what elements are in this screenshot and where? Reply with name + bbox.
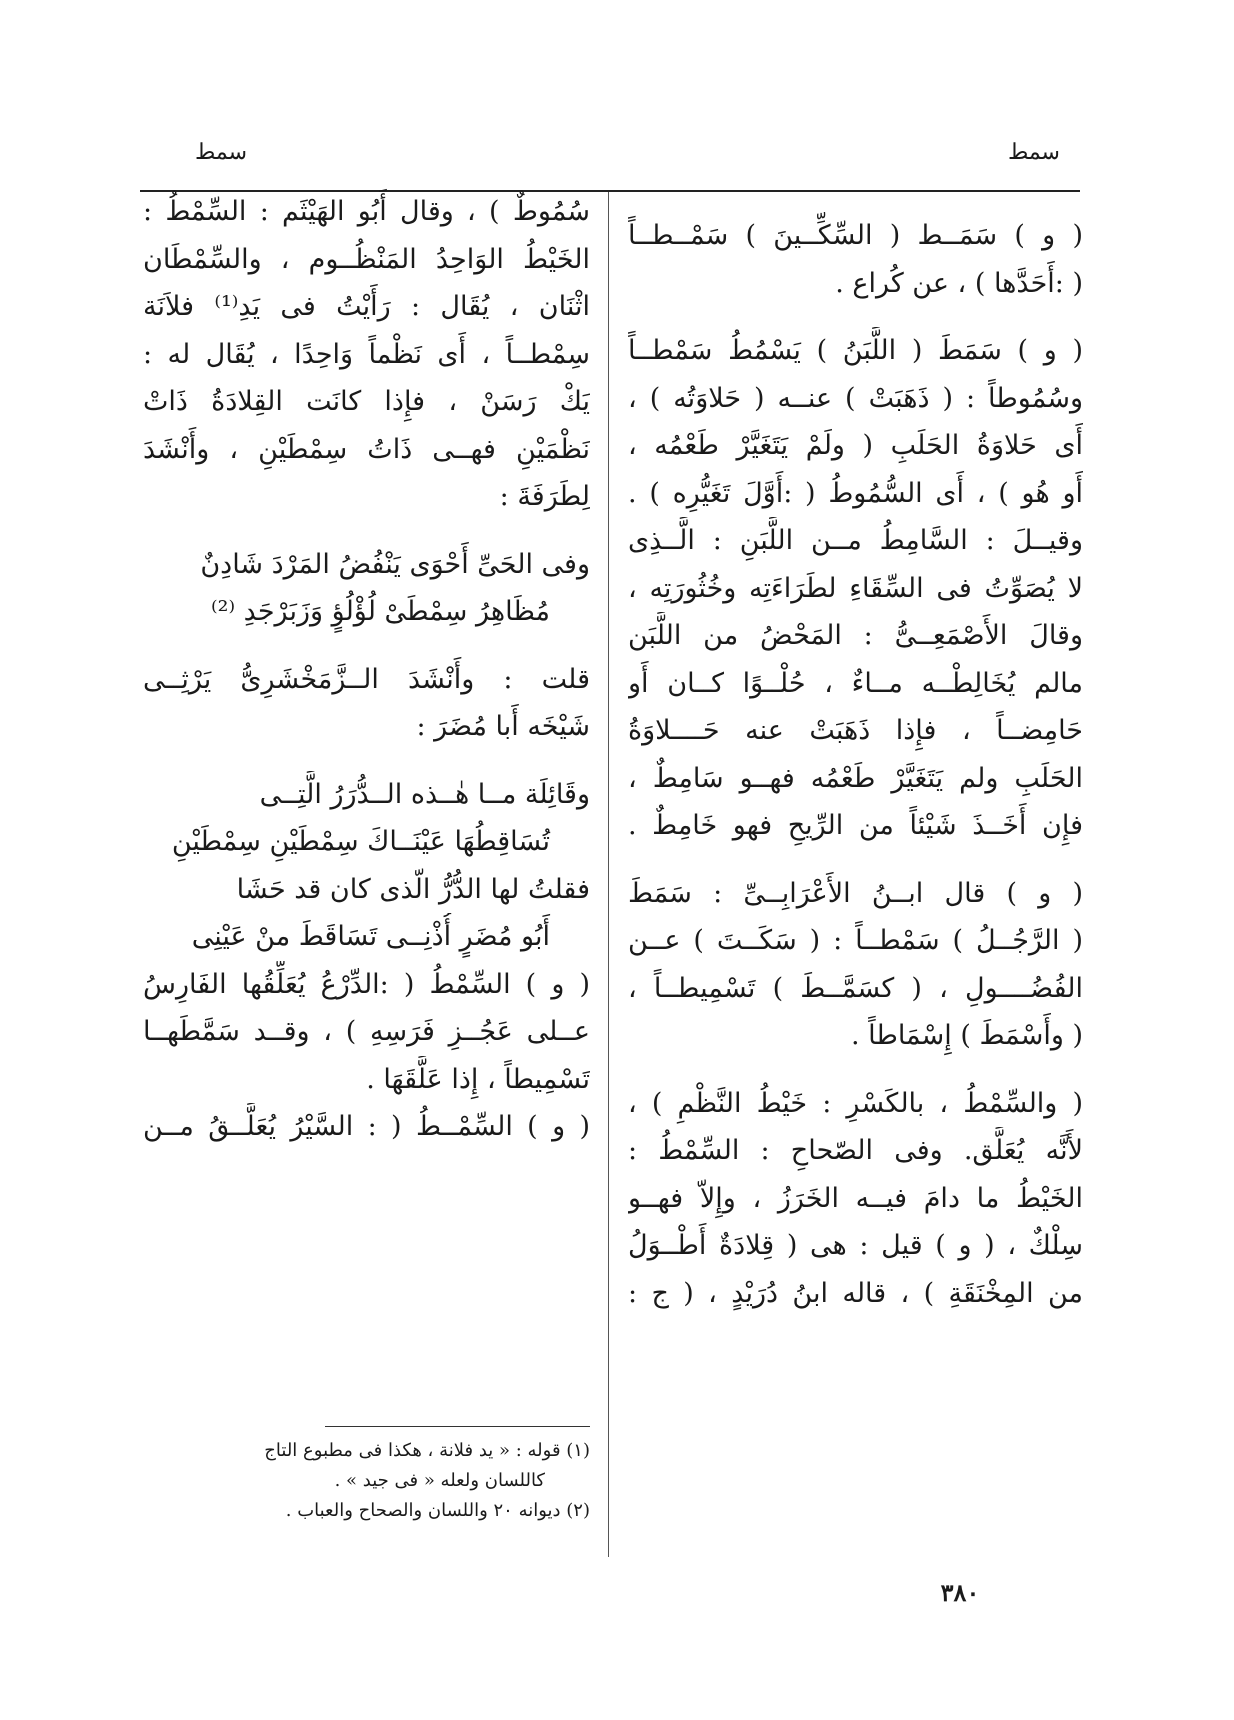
- text-line: من المِخْنَقَةِ ) ، قاله ابنُ دُرَيْدٍ ، ( ج :: [628, 1277, 1083, 1309]
- text-line: ( و ) سَمَــط ( السِّكِّــينَ ) سَمْــطــاً: [628, 220, 1083, 251]
- text-line: ( :أَحَدَّها ) ، عن كُراع .: [835, 267, 1083, 299]
- verse-line: تُسَاقِطُهَا عَيْنَــاكَ سِمْطَيْنِ سِمْطَيْنِ: [171, 826, 550, 857]
- text-line: اثْنَان ، يُقَال : رَأَيْتُ فى يَدِ⁽¹⁾ فلاَنَة: [143, 291, 590, 322]
- paragraph-gap: [143, 521, 590, 541]
- text-line: أَى حَلاوَةُ الحَلَبِ ( ولَمْ يَتَغَيَّرْ طَعْمُه ،: [628, 430, 1083, 461]
- paragraph-gap: [628, 1060, 1083, 1080]
- text-line: حَامِضــاً ، فإِذا ذَهَبَتْ عنه حَــــلاوَةُ: [628, 715, 1083, 746]
- text-line: الفُضُــــولِ ، ( كسَمَّــطَ ) تَسْمِيطــاً ،: [628, 972, 1083, 1004]
- footnote: (٢) ديوانه ٢٠ واللسان والصحاح والعباب .: [285, 1500, 590, 1521]
- text-line: ( وأَسْمَطَ ) إِسْمَاطاً .: [850, 1020, 1083, 1051]
- paragraph-gap: [143, 636, 590, 656]
- text-line: وقيــلَ : السَّامِطُ مــن اللَّبَنِ : الَّــذِى: [628, 525, 1083, 556]
- left-column: [143, 188, 590, 1151]
- text-line: تَسْمِيطاً ، إِذا عَلَّقَهَا .: [366, 1063, 590, 1095]
- text-line: لأَنَّه يُعَلَّق. وفى الصّحاحِ : السِّمْطُ :: [628, 1135, 1083, 1166]
- text-line: سِلْكٌ ، ( و ) قيل : هى ( قِلادَةٌ أَطْــوَلُ: [628, 1230, 1083, 1261]
- text-line: عــلى عَجُــزِ فَرَسِهِ ) ، وقــد سَمَّطَهــا: [143, 1016, 590, 1047]
- text-line: ( الرَّجُــلُ ) سَمْطــاً : ( سَكَــتَ ) عــن: [628, 925, 1083, 956]
- verse-line: أَبُو مُضَرٍ أُذْنِــى تَسَاقَطَ منْ عَيْنِى: [191, 921, 550, 952]
- text-line: ( و ) سَمَطَ ( اللَّبَنُ ) يَسْمُطُ سَمْطــاً: [628, 335, 1083, 366]
- text-line: لِطَرَفَةَ :: [499, 481, 590, 512]
- text-line: ( و ) السِّمْــطُ ( : السَّيْرُ يُعَلَّــقُ مــن: [143, 1111, 590, 1142]
- footnotes: [143, 1436, 590, 1526]
- right-column: [628, 212, 1083, 1317]
- text-line: ( والسِّمْطُ ، بالكَسْرِ : خَيْطُ النَّظْمِ ) ،: [628, 1087, 1083, 1119]
- verse-line: وقَائِلَة مــا هٰــذه الــدُّرَرُ الَّتِــى: [259, 778, 590, 810]
- text-line: الخَيْطُ ما دامَ فيــه الخَرَزُ ، وإِلاّ فهــو: [628, 1182, 1083, 1214]
- paragraph-gap: [143, 751, 590, 771]
- verse-line: فقلتُ لها الدُّرُّ الّذى كان قد حَشَا: [236, 873, 590, 905]
- text-line: سِمْطــاً ، أَى نَظْماً وَاحِدًا ، يُقَال له :: [143, 338, 590, 370]
- text-line: يَكْ رَسَنْ ، فإِذا كانَت القِلادَةُ ذَاتْ: [143, 386, 590, 417]
- verse-line: وفى الحَىِّ أَحْوَى يَنْفُضُ المَرْدَ شَادِنٌ: [200, 548, 590, 580]
- page-number: ٣٨٠: [940, 1578, 980, 1607]
- running-header-left: سمط: [195, 140, 248, 165]
- paragraph-gap: [628, 850, 1083, 870]
- text-line: لا يُصَوِّتُ فى السِّقَاءِ لطَرَاءَتِه وخُثُورَتِه ،: [628, 572, 1083, 604]
- text-line: وسُمُوطاً : ( ذَهَبَتْ ) عنــه ( حَلاوَتُه ) ،: [628, 382, 1083, 414]
- text-line: الحَلَبِ ولم يَتَغَيَّرْ طَعْمُه فهــو سَامِطٌ ،: [628, 762, 1083, 794]
- text-line: الخَيْطُ الوَاحِدُ المَنْظُــوم ، والسِّمْطَان: [143, 243, 590, 275]
- text-line: سُمُوطٌ ) ، وقال أَبُو الهَيْثَم : السِّمْطُ :: [143, 196, 590, 227]
- text-line: ( و ) السِّمْطُ ( :الدِّرْعُ يُعَلِّقُها الفَارِسُ: [143, 968, 590, 1000]
- text-line: نَظْمَيْنِ فهــى ذَاتُ سِمْطَيْنِ ، وأَنْشَدَ: [143, 433, 590, 465]
- text-line: شَيْخَه أَبا مُضَرَ :: [416, 711, 590, 742]
- text-line: وقالَ الأَصْمَعِــىُّ : المَحْضُ من اللَّبَن: [628, 620, 1083, 651]
- column-divider: [608, 192, 609, 1557]
- text-line: ( و ) قال ابــنُ الأَعْرَابِــىِّ : سَمَطَ: [628, 877, 1083, 909]
- text-line: مالم يُخَالِطْــه مــاءٌ ، حُلْــوًا كــان أَو: [628, 667, 1083, 699]
- footnote-rule: [325, 1426, 590, 1427]
- paragraph-gap: [628, 307, 1083, 327]
- verse-line: مُظَاهِرُ سِمْطَىْ لُؤْلُؤٍ وَزَبَرْجَدِ ⁽²⁾: [211, 596, 550, 627]
- text-line: أَو هُو ) ، أَى السُّمُوطُ ( :أَوَّلَ تَغَيُّرِه ) .: [628, 477, 1083, 509]
- footnote: (١) قوله : « يد فلانة ، هكذا فى مطبوع التاج: [264, 1440, 590, 1461]
- text-line: قلت : وأَنْشَدَ الــزَّمَخْشَرِىُّ يَرْثِــى: [143, 663, 590, 695]
- running-header-right: سمط: [1007, 140, 1060, 165]
- footnote: كاللسان ولعله « فى جيد » .: [334, 1470, 545, 1491]
- text-line: فإِن أَخَــذَ شَيْئاً من الرِّيحِ فهو خَامِطٌ .: [628, 810, 1083, 841]
